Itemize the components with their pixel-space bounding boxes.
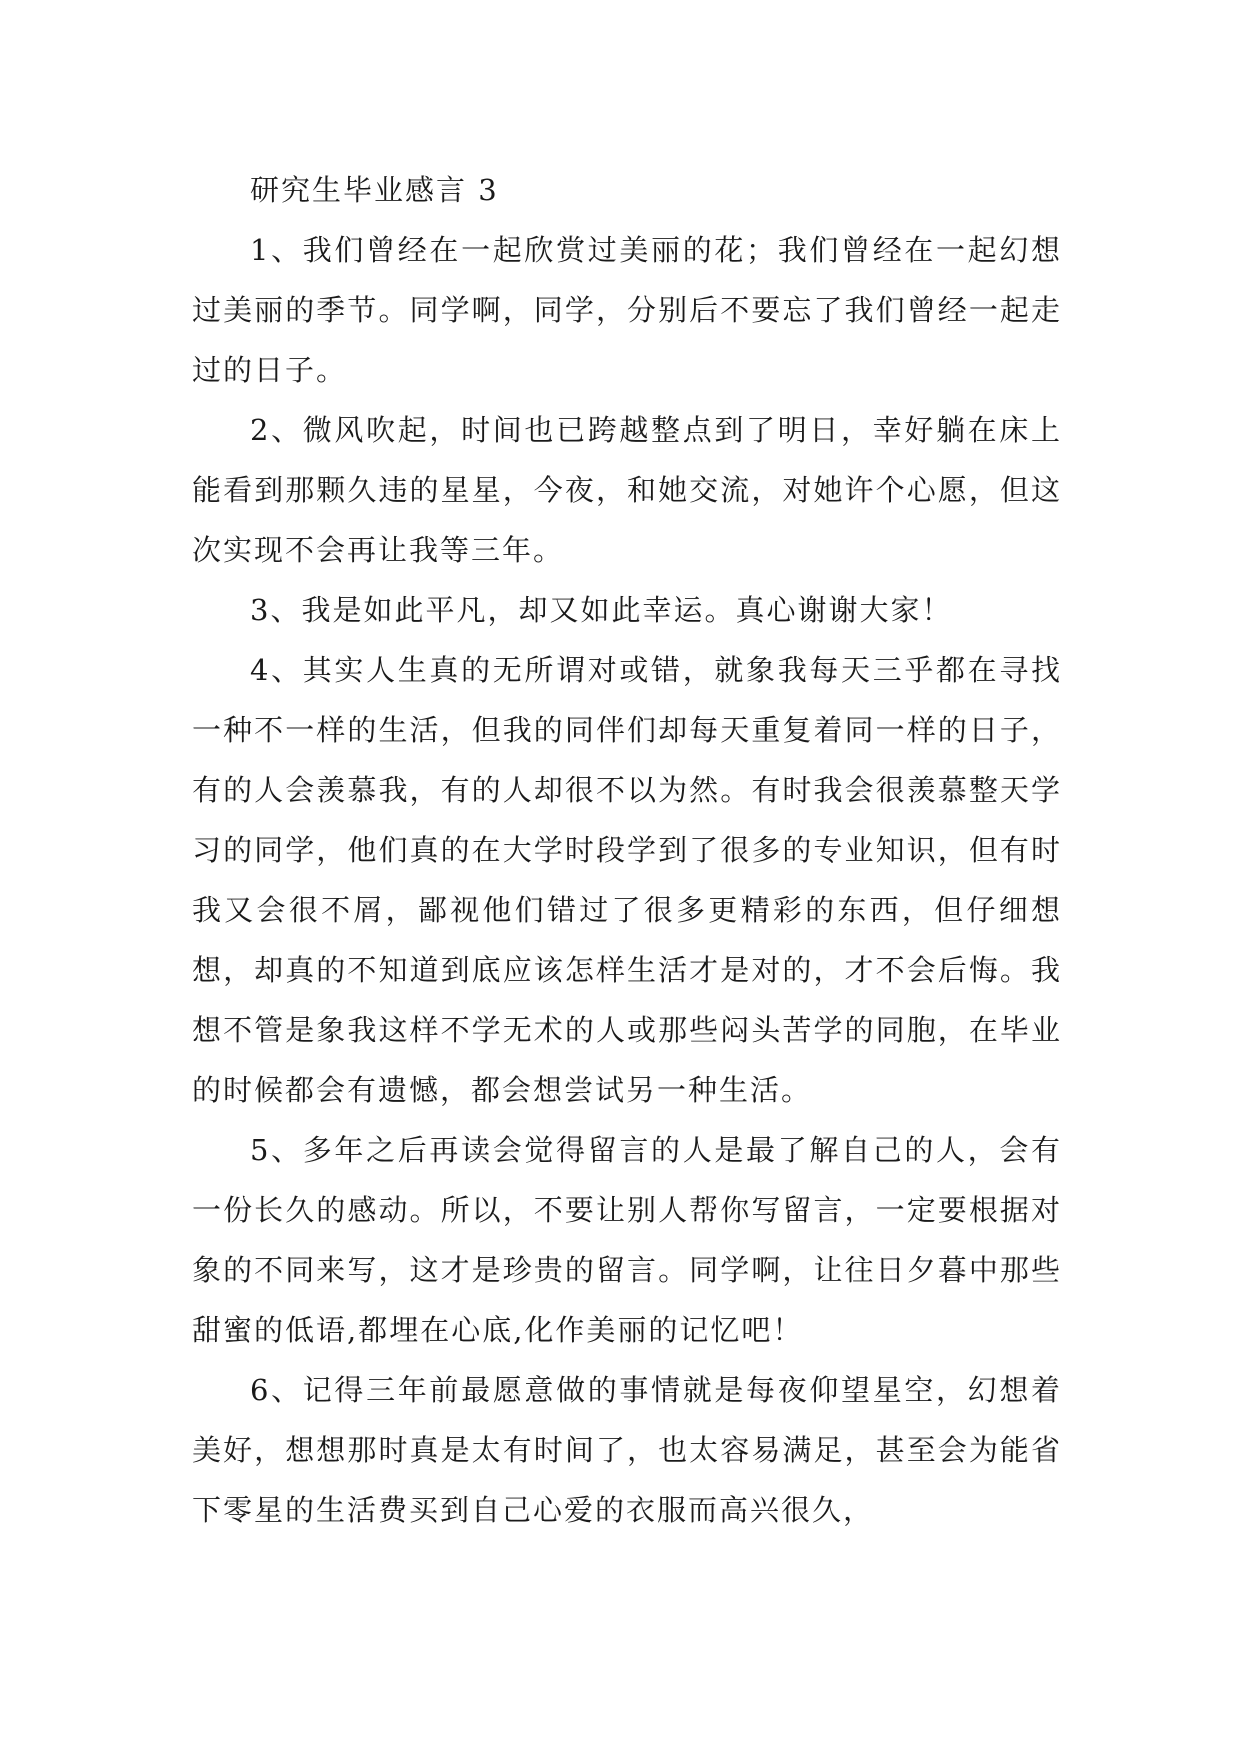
paragraph-6: 6、记得三年前最愿意做的事情就是每夜仰望星空，幻想着美好，想想那时真是太有时间了，也太容易满足，甚至会为能省下零星的生活费买到自己心爱的衣服而高兴很久，: [192, 1373, 1062, 1527]
document-body: [192, 160, 1062, 1540]
paragraph-5: 5、多年之后再读会觉得留言的人是最了解自己的人，会有一份长久的感动。所以，不要让别人帮你写留言，一定要根据对象的不同来写，这才是珍贵的留言。同学啊，让往日夕暮中那些甜蜜的低语,都埋在心底,化作美丽的记忆吧！: [192, 1133, 1062, 1347]
paragraph-1: 1、我们曾经在一起欣赏过美丽的花；我们曾经在一起幻想过美丽的季节。同学啊，同学，分别后不要忘了我们曾经一起走过的日子。: [192, 233, 1062, 387]
document-title: 研究生毕业感言 3: [250, 173, 499, 207]
paragraph-2: 2、微风吹起，时间也已跨越整点到了明日，幸好躺在床上能看到那颗久违的星星，今夜，和她交流，对她许个心愿，但这次实现不会再让我等三年。: [192, 413, 1062, 567]
paragraph-3: 3、我是如此平凡，却又如此幸运。真心谢谢大家！: [250, 593, 953, 627]
paragraph-4: 4、其实人生真的无所谓对或错，就象我每天三乎都在寻找一种不一样的生活，但我的同伴们却每天重复着同一样的日子，有的人会羡慕我，有的人却很不以为然。有时我会很羡慕整天学习的同学，他们真的在大学时段学到了很多的专业知识，但有时我又会很不屑，鄙视他们错过了很多更精彩的东西，但仔细想想，却真的不知道到底应该怎样生活才是对的，才不会后悔。我想不管是象我这样不学无术的人或那些闷头苦学的同胞，在毕业的时候都会有遗憾，都会想尝试另一种生活。: [192, 653, 1062, 1107]
